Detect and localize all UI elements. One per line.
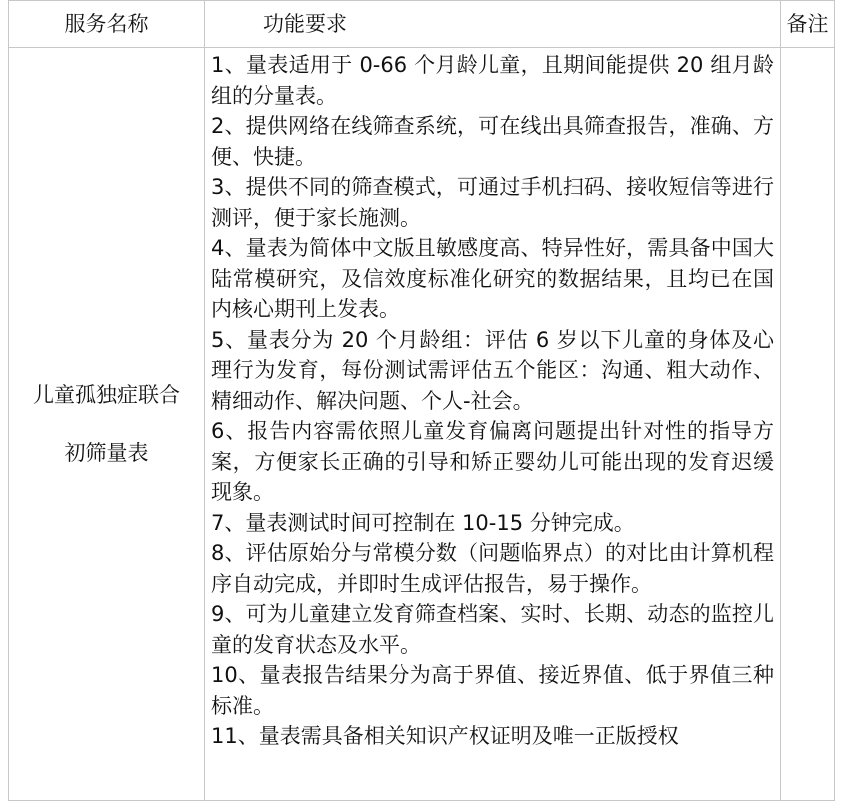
- table-header-row: [9, 1, 835, 48]
- table-row: [9, 48, 835, 801]
- requirements-cell: [205, 48, 781, 801]
- requirement-item-1: 1、量表适用于 0-66 个月龄儿童，且期间能提供 20 组月龄组的分量表。: [211, 53, 774, 108]
- requirement-item-7: 7、量表测试时间可控制在 10-15 分钟完成。: [211, 510, 635, 535]
- service-name-line-2: 初筛量表: [64, 441, 149, 465]
- requirement-item-2: 2、提供网络在线筛查系统，可在线出具筛查报告，准确、方便、快捷。: [211, 114, 774, 169]
- notes-cell: [781, 48, 835, 801]
- requirements-table: [8, 0, 835, 801]
- requirement-item-3: 3、提供不同的筛查模式，可通过手机扫码、接收短信等进行测评，便于家长施测。: [211, 175, 774, 230]
- requirement-item-9: 9、可为儿童建立发育筛查档案、实时、长期、动态的监控儿童的发育状态及水平。: [211, 602, 774, 657]
- requirement-item-6: 6、报告内容需依照儿童发育偏离问题提出针对性的指导方案，方便家长正确的引导和矫正婴幼儿可能出现的发育迟缓现象。: [211, 419, 774, 504]
- service-name-line-1: 儿童孤独症联合: [33, 383, 180, 407]
- header-notes: 备注: [781, 1, 835, 48]
- requirement-item-8: 8、评估原始分与常模分数（问题临界点）的对比由计算机程序自动完成，并即时生成评估报告，易于操作。: [211, 541, 774, 596]
- requirement-item-5: 5、量表分为 20 个月龄组：评估 6 岁以下儿童的身体及心理行为发育，每份测试需评估五个能区：沟通、粗大动作、精细动作、解决问题、个人-社会。: [211, 327, 774, 413]
- requirement-item-11: 11、量表需具备相关知识产权证明及唯一正版授权: [211, 724, 679, 748]
- service-name-cell: [9, 48, 205, 801]
- header-requirements: [205, 1, 781, 48]
- header-service-name: 服务名称: [9, 1, 205, 48]
- requirement-item-4: 4、量表为简体中文版且敏感度高、特异性好，需具备中国大陆常模研究，及信效度标准化研究的数据结果，且均已在国内核心期刊上发表。: [211, 236, 774, 321]
- header-requirements-label: 功能要求: [263, 12, 347, 36]
- requirement-item-10: 10、量表报告结果分为高于界值、接近界值、低于界值三种标准。: [211, 663, 774, 718]
